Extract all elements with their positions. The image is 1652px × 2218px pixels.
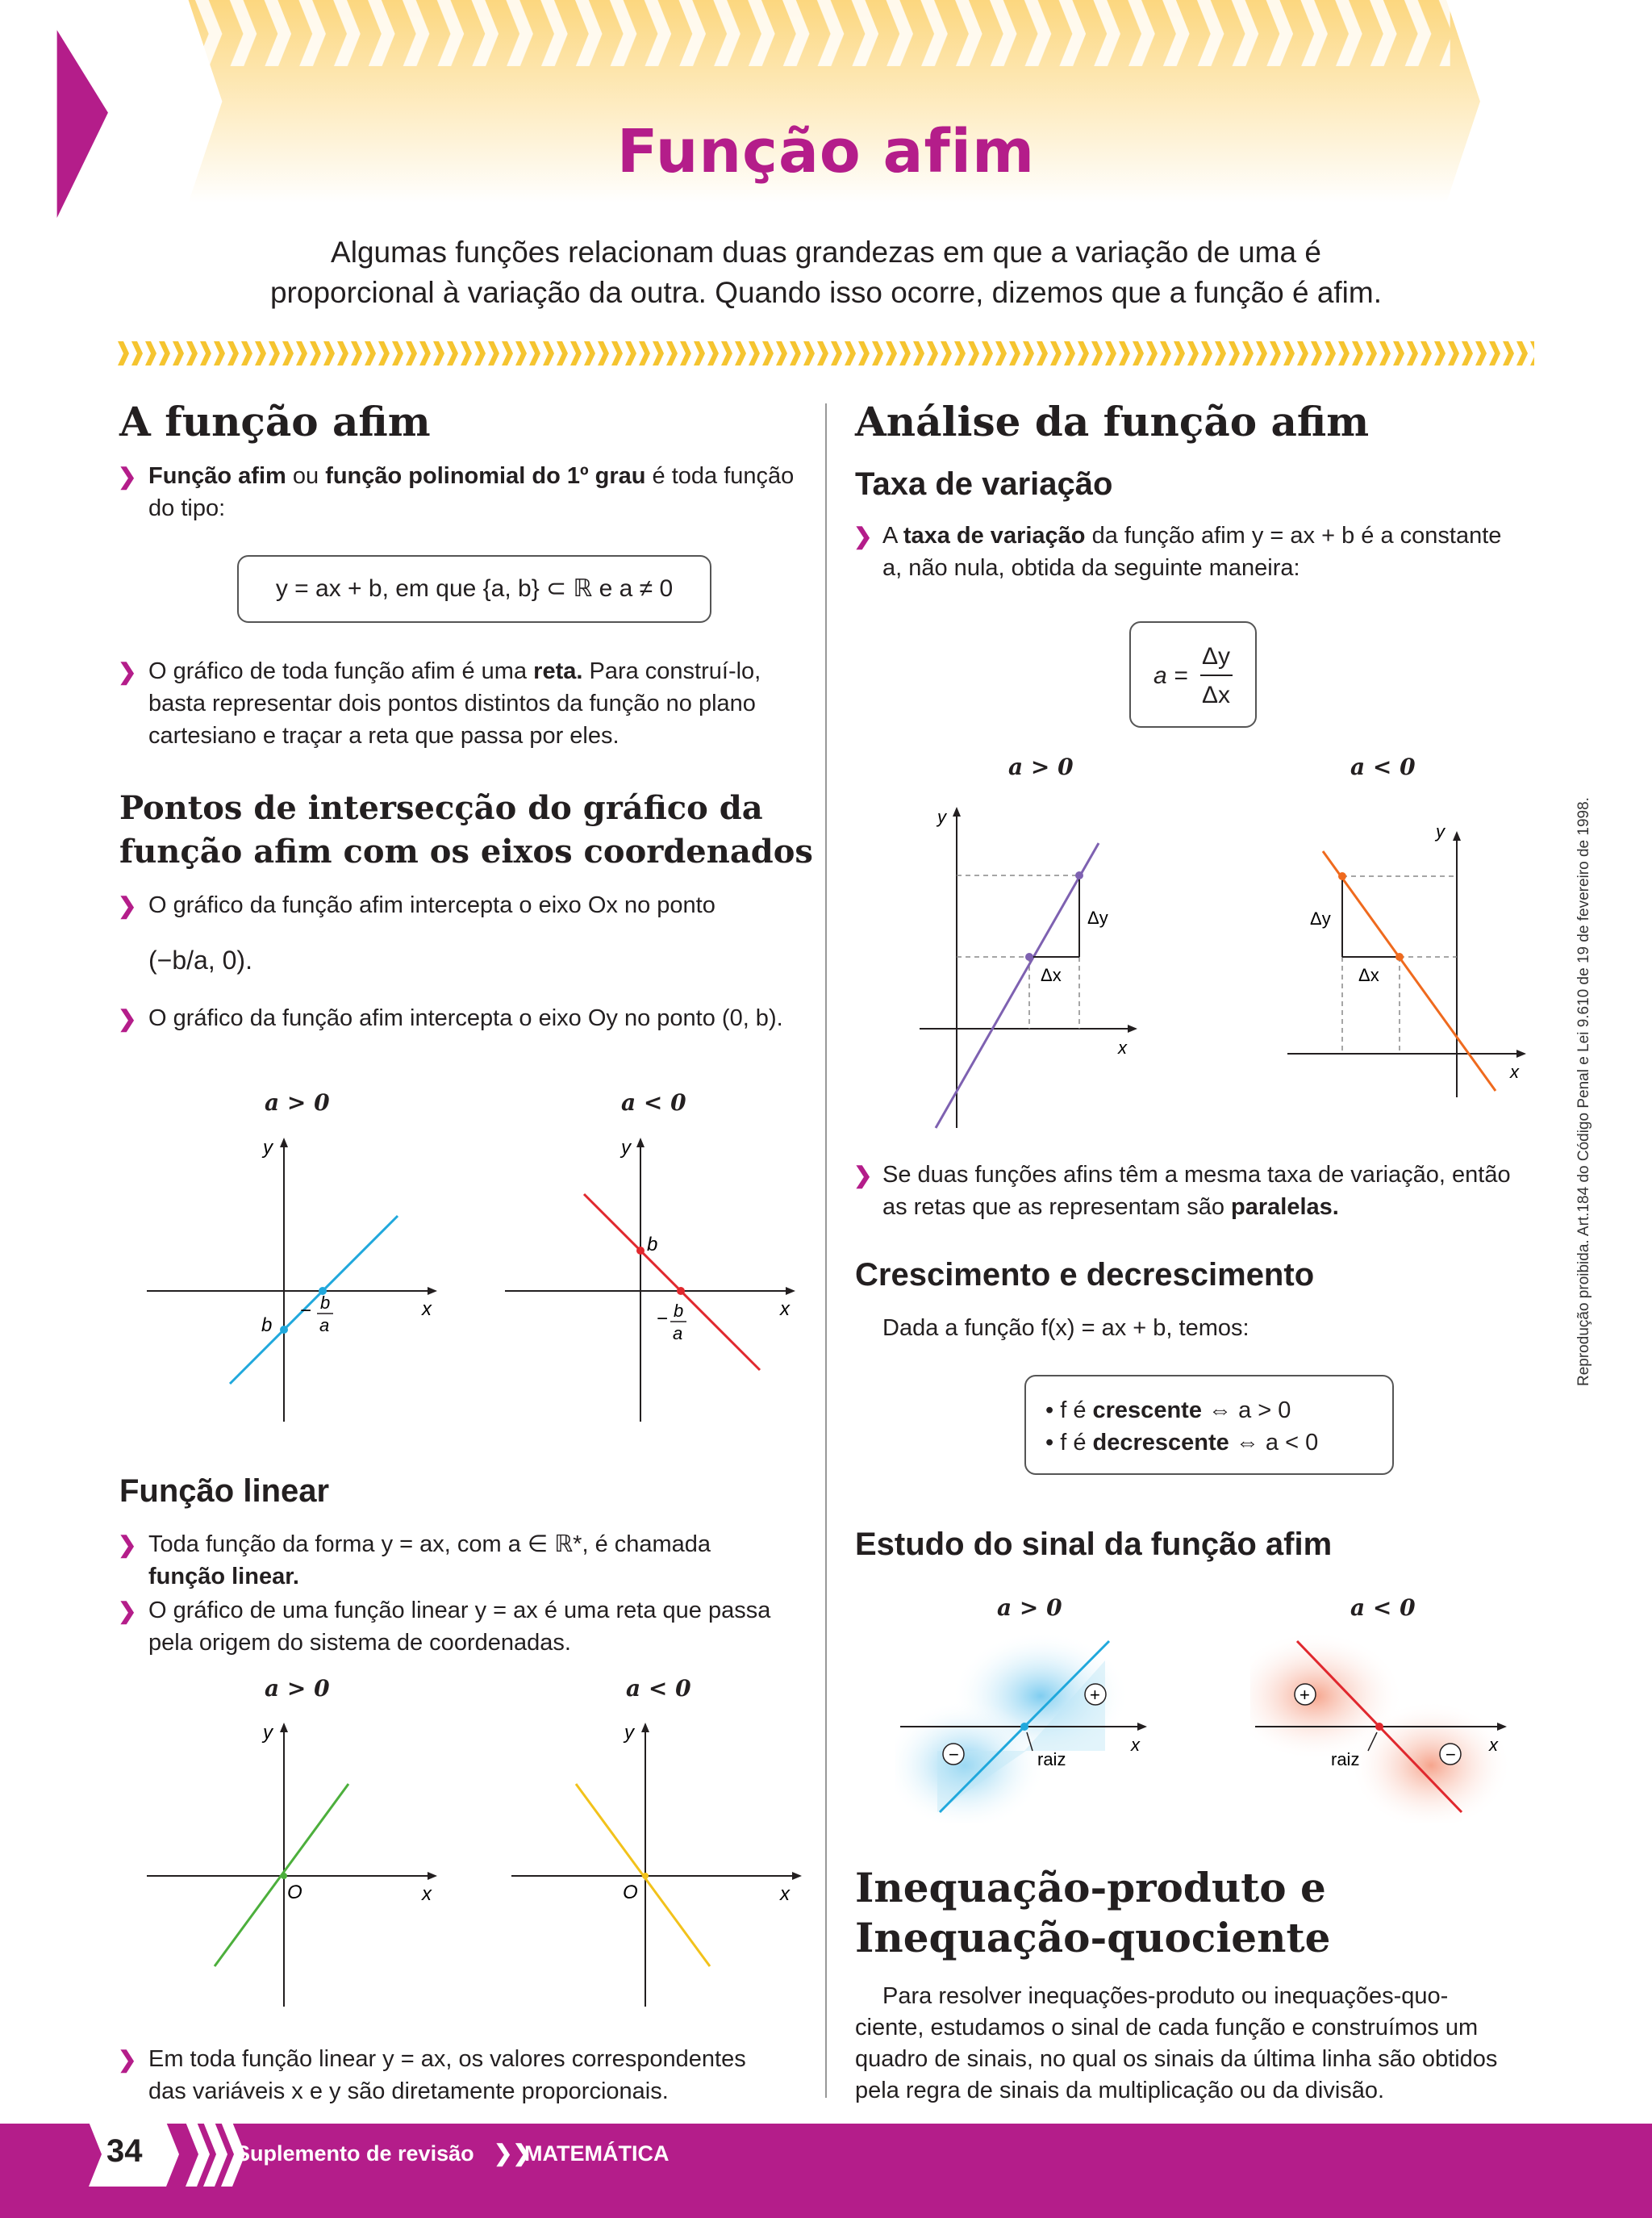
footer-label-b: MATEMÁTICA [524,2141,670,2166]
linear-graph-negative [510,1715,816,2013]
growth-2-bold: decrescente [1092,1430,1229,1456]
arrow-icon [428,1872,437,1880]
bullet-chevron-icon: ❯ [118,2047,137,2072]
origin-point [642,1873,649,1879]
rate-line-1 [882,520,1501,552]
parallel-line-2 [882,1191,1339,1223]
heading-crescimento: Crescimento e decrescimento [855,1257,1315,1293]
intersect-1: O gráfico da função afim intercepta o eixo Ox no ponto [148,892,715,918]
x-label: x [780,1298,790,1320]
arrow-icon [1128,1025,1137,1033]
graph-label-a-pos: a > 0 [265,1675,330,1702]
linear-1-b: função linear. [148,1564,299,1589]
graph-line-1-b: Para construí-lo, [582,658,761,684]
frac-den: a [673,1323,683,1343]
ineq-line-1: Para resolver inequações-produto ou inequações-quo- [882,1983,1449,2009]
x-label: x [1131,1735,1140,1755]
minus-label: − [1446,1744,1456,1765]
arrow-icon [641,1723,649,1732]
graph-line-1-bold: reta. [533,658,583,684]
linear-3-a: Em toda função linear y = ax, os valores correspondentes [148,2046,746,2072]
growth-2-a: • f é [1045,1430,1093,1456]
heading-taxa: Taxa de variação [855,466,1113,502]
function-line [936,843,1099,1128]
intro-line-1: Algumas funções relacionam duas grandezas em que a variação de uma é [331,236,1321,269]
growth-1-bold: crescente [1092,1397,1202,1423]
graph-label-a-pos: a > 0 [997,1594,1062,1621]
ineq-line-3: quadro de sinais, no qual os sinais da última linha são obtidos [855,2046,1498,2072]
intersect-2: O gráfico da função afim intercepta o eixo Oy no ponto (0, b). [148,1005,783,1031]
arrow-icon [1516,1050,1526,1058]
column-divider [825,403,827,2098]
page-title: Função afim [616,117,1036,186]
bullet-chevron-icon: ❯ [118,659,137,684]
rate-graph-negative [1283,815,1541,1097]
b-label: b [261,1314,273,1336]
delta-x-label: Δx [1041,965,1062,985]
x-label: x [780,1883,790,1905]
origin-point [281,1873,287,1879]
graph-label-a-neg: a < 0 [1350,1594,1416,1621]
delta-y-label: Δy [1087,908,1108,928]
linear-2-a: O gráfico de uma função linear y = ax é uma reta que passa [148,1598,771,1623]
root-label: raiz [1037,1749,1066,1769]
y-intercept-point [280,1326,288,1334]
graph-label-a-pos: a > 0 [265,1089,330,1116]
copyright-sidenote: Reprodução proibida. Art.184 do Código Penal e Lei 9.610 de 19 de fevereiro de 1998. [1575,797,1592,1386]
graph-line-1-a: O gráfico de toda função afim é uma [148,658,534,684]
linear-3-b: das variáveis x e y são diretamente proporcionais. [148,2078,669,2104]
graph-line-2: basta representar dois pontos distintos da função no plano [148,691,756,716]
page-number: 34 [106,2133,143,2169]
sign-graph-negative [1250,1630,1516,1823]
heading-funcao-linear: Função linear [119,1473,330,1509]
bullet-chevron-icon: ❯ [853,1163,873,1188]
bullet-chevron-icon: ❯ [118,1532,137,1557]
heading-intersect-1: Pontos de intersecção do gráfico da [119,789,763,827]
y-label: y [621,1137,631,1159]
function-line [230,1216,398,1384]
def-bold-2: função polinomial do 1º grau [325,463,646,489]
def-or: ou [286,463,326,489]
function-line [1323,851,1496,1091]
minus-label: − [657,1308,669,1330]
heading-funcao-afim: A função afim [119,398,431,445]
rate-formula-bar [1200,675,1233,676]
y-intercept-point [636,1247,645,1255]
x-label: x [422,1298,432,1320]
arrow-icon [1453,831,1461,841]
x-label: x [422,1883,432,1905]
formula-text: y = ax + b, em que {a, b} ⊂ ℝ e a ≠ 0 [275,575,674,602]
arrow-icon [636,1138,645,1147]
graph-line-3: cartesiano e traçar a reta que passa por eles. [148,723,620,749]
minus-label: − [949,1744,959,1765]
rate-bold: taxa de variação [903,523,1086,549]
growth-intro: Dada a função f(x) = ax + b, temos: [882,1315,1249,1341]
bullet-chevron-icon: ❯ [118,1598,137,1623]
point-1 [1025,953,1033,961]
y-label: y [1436,821,1445,842]
arrow-icon [1137,1723,1147,1731]
graph-label-a-neg: a < 0 [1350,754,1416,780]
rate-a: A [882,523,903,549]
minus-label: − [300,1300,312,1322]
rate-formula-den: Δx [1202,682,1231,708]
chevron-divider [118,341,1534,365]
delta-y-label: Δy [1310,909,1331,929]
arrow-icon [1497,1723,1507,1731]
b-label: b [647,1234,658,1255]
rate-graph-positive [912,799,1153,1138]
root-point [1020,1723,1028,1731]
linear-1-a: Toda função da forma y = ax, com a ∈ ℝ*, é chamada [148,1531,711,1557]
heading-sinal: Estudo do sinal da função afim [855,1527,1333,1562]
heading-analise: Análise da função afim [855,398,1370,445]
root-point [1375,1723,1383,1731]
bullet-chevron-icon: ❯ [118,893,137,918]
intersect-graph-negative [503,1130,810,1428]
ineq-line-4: pela regra de sinais da multiplicação ou da divisão. [855,2078,1385,2103]
intersect-graph-positive [145,1130,452,1428]
x-intercept-point [677,1287,685,1295]
growth-1-b: ⇔ a > 0 [1201,1397,1291,1423]
frac-den: a [319,1315,330,1335]
rate-b: da função afim y = ax + b é a constante [1085,523,1502,549]
rate-formula-num: Δy [1202,643,1231,670]
heading-inequacao-2: Inequação-quociente [855,1914,1331,1961]
root-label: raiz [1331,1749,1360,1769]
ineq-line-2: ciente, estudamos o sinal de cada função e construímos um [855,2015,1479,2040]
arrow-icon [280,1723,288,1732]
frac-num: b [320,1293,331,1313]
sign-graph-positive [895,1630,1162,1823]
def-rest: é toda função [645,463,795,489]
chevron-icon [186,2122,210,2187]
origin-label: O [287,1882,302,1903]
rate-formula-lhs: a = [1153,662,1188,689]
x-label: x [1118,1038,1127,1058]
graph-label-a-pos: a > 0 [1008,754,1074,780]
bullet-chevron-icon: ❯ [118,464,137,489]
growth-2-b: ⇔ a < 0 [1229,1430,1319,1456]
heading-intersect-2: função afim com os eixos coordenados [119,833,813,871]
heading-inequacao-1: Inequação-produto e [855,1864,1326,1911]
arrow-icon [792,1872,802,1880]
arrow-icon [280,1138,288,1147]
rate-line-2: a, não nula, obtida da seguinte maneira: [882,555,1300,581]
origin-label: O [623,1882,638,1903]
x-label: x [1489,1735,1498,1755]
def-line-2: do tipo: [148,495,226,521]
parallel-bold: paralelas. [1231,1194,1339,1220]
parallel-b: as retas que as representam são [882,1194,1232,1220]
graph-label-a-neg: a < 0 [621,1089,686,1116]
graph-label-a-neg: a < 0 [626,1675,691,1702]
delta-x-label: Δx [1358,965,1379,985]
y-label: y [937,807,946,827]
y-label: y [263,1722,273,1744]
linear-graph-positive [145,1715,452,2013]
frac-num: b [674,1301,684,1321]
intro-line-2: proporcional à variação da outra. Quando isso ocorre, dizemos que a função é afim. [269,276,1382,309]
intersect-1-point: (−b/a, 0). [148,946,252,975]
point-2 [1075,871,1083,879]
growth-1 [1045,1394,1291,1426]
plus-label: + [1090,1685,1100,1705]
linear-2-b: pela origem do sistema de coordenadas. [148,1630,571,1656]
rate-formula-box [1129,621,1257,728]
bullet-chevron-icon: ❯ [853,524,873,549]
growth-1-a: • f é [1045,1397,1093,1423]
arrow-icon [786,1287,795,1295]
graph-line-1 [148,655,761,687]
def-bold-1: Função afim [148,463,286,489]
point-2 [1395,953,1404,961]
plus-label: + [1299,1685,1310,1705]
y-label: y [624,1722,634,1744]
bullet-chevron-icon: ❯ [118,1006,137,1031]
parallel-line-1: Se duas funções afins têm a mesma taxa de variação, então [882,1162,1511,1188]
y-label: y [263,1137,273,1159]
footer-label-a: Suplemento de revisão [236,2141,474,2166]
point-1 [1338,872,1346,880]
arrow-icon [953,807,961,817]
x-label: x [1510,1062,1519,1082]
function-line [584,1194,760,1370]
arrow-icon [428,1287,437,1295]
growth-2 [1045,1426,1318,1459]
chevron-double-icon: ❯❯ [494,2141,532,2166]
def-line-1 [148,460,802,492]
